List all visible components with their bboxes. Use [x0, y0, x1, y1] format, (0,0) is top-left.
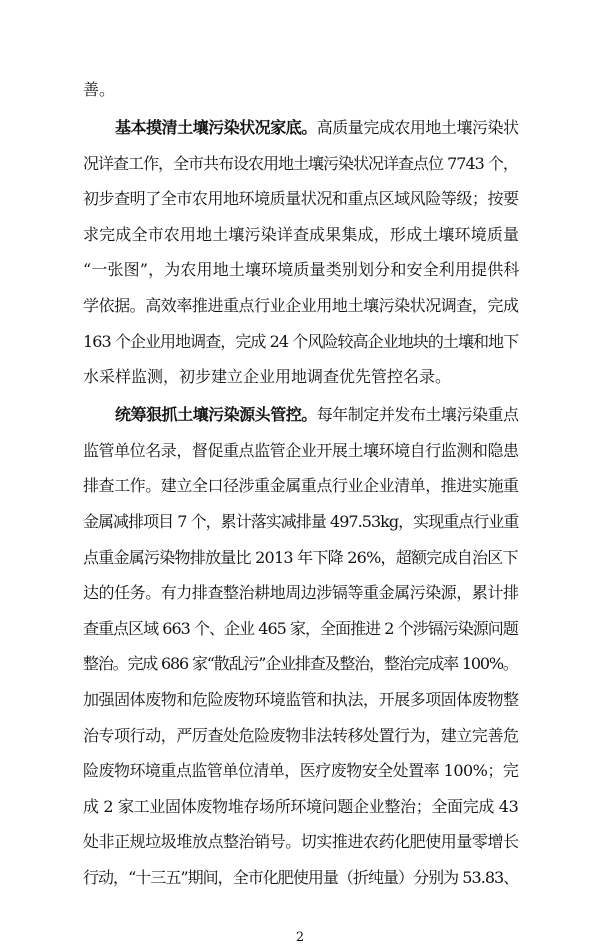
text-line: 善。	[83, 80, 116, 99]
text-line: 加强固体废物和危险废物环境监管和执法，开展多项固体废物整	[83, 690, 519, 709]
paragraph-first-line	[115, 405, 519, 425]
text-line: 163 个企业用地调查，完成 24 个风险较高企业地块的土壤和地下	[83, 332, 519, 351]
text-line: 水采样监测，初步建立企业用地调查优先管控名录。	[83, 367, 452, 386]
text-line: 达的任务。有力排查整治耕地周边涉镉等重金属污染源，累计排	[83, 583, 519, 602]
paragraph-text: 每年制定并发布土壤污染重点	[316, 405, 519, 424]
paragraph-heading: 基本摸清土壤污染状况家底。	[115, 118, 317, 137]
page-number: 2	[295, 930, 305, 945]
text-line: “一张图”，为农用地土壤环境质量类别划分和安全利用提供科	[83, 260, 520, 279]
text-line: 点重金属污染物排放量比 2013 年下降 26%，超额完成自治区下	[83, 548, 518, 567]
text-line: 学依据。高效率推进重点行业企业用地土壤污染状况调查，完成	[83, 296, 519, 315]
paragraph-text: 高质量完成农用地土壤污染状	[316, 118, 519, 137]
paragraph-heading: 统筹狠抓土壤污染源头管控。	[115, 405, 317, 424]
text-line: 求完成全市农用地土壤污染详查成果集成，形成土壤环境质量	[83, 225, 520, 244]
text-line: 险废物环境重点监管单位清单，医疗废物安全处置率 100%；完	[83, 761, 519, 780]
text-line: 监管单位名录，督促重点监管企业开展土壤环境自行监测和隐患	[83, 441, 519, 460]
text-line: 排查工作。建立全口径涉重金属重点行业企业清单，推进实施重	[83, 476, 519, 495]
text-line: 治专项行动，严厉查处危险废物非法转移处置行为，建立完善危	[83, 726, 519, 745]
text-line: 行动，“十三五”期间，全市化肥使用量（折纯量）分别为 53.83、	[83, 868, 519, 887]
text-line: 处非正规垃圾堆放点整治销号。切实推进农药化肥使用量零增长	[83, 832, 519, 851]
paragraph-first-line	[115, 118, 519, 138]
text-line: 金属减排项目 7 个，累计落实减排量 497.53kg，实现重点行业重	[83, 512, 519, 531]
text-line: 整治。完成 686 家“散乱污”企业排查及整治，整治完成率 100%。	[83, 654, 518, 673]
text-line: 初步查明了全市农用地环境质量状况和重点区域风险等级；按要	[83, 189, 519, 208]
text-line: 况详查工作，全市共布设农用地土壤污染状况详查点位 7743 个，	[83, 154, 518, 173]
text-line: 成 2 家工业固体废物堆存场所环境问题企业整治；全面完成 43	[83, 797, 519, 816]
text-line: 查重点区域 663 个、企业 465 家，全面推进 2 个涉镉污染源问题	[83, 619, 518, 638]
